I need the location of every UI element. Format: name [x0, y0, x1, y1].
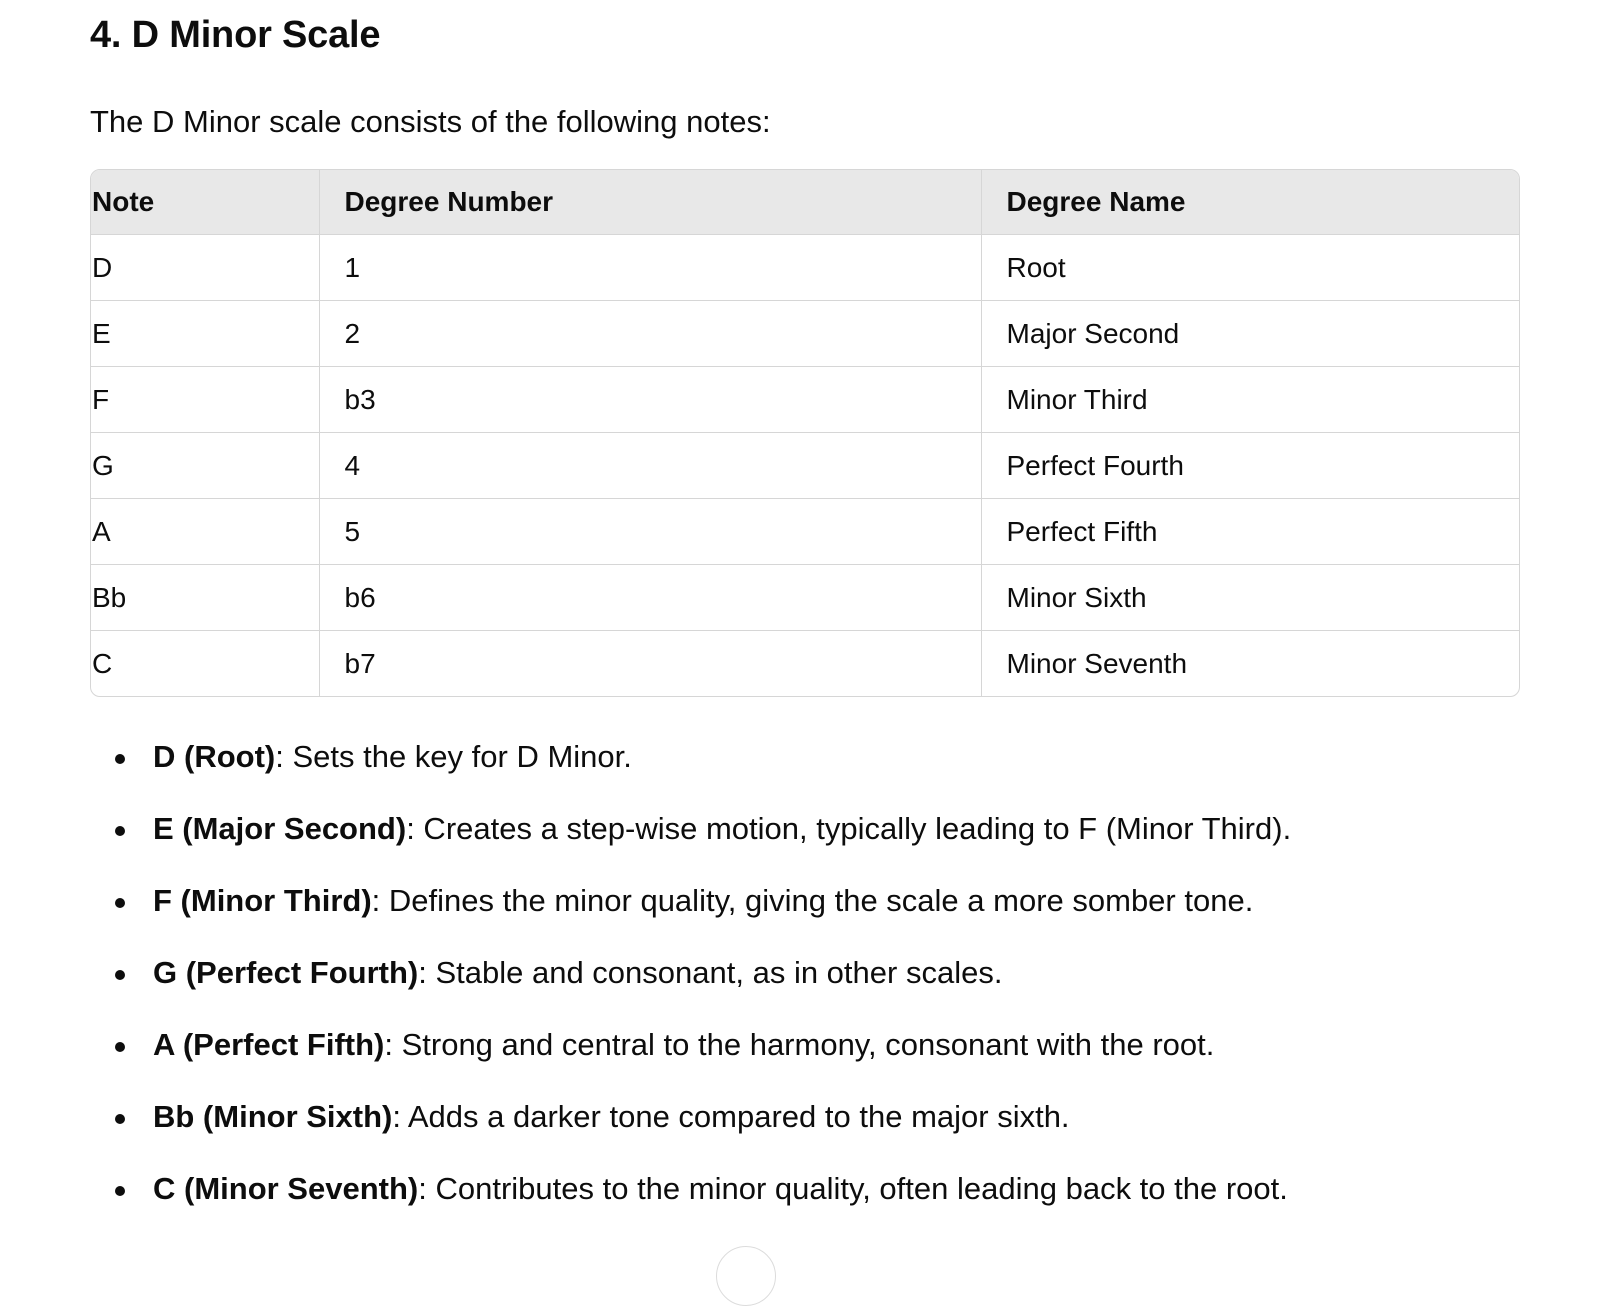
bullet-icon — [115, 1042, 125, 1052]
table-row — [91, 565, 1519, 631]
note-term: G (Perfect Fourth) — [153, 955, 419, 990]
cell-note: Bb — [91, 565, 319, 631]
note-description: : Defines the minor quality, giving the scale a more somber tone. — [371, 883, 1254, 918]
bullet-icon — [115, 1186, 125, 1196]
note-term: F (Minor Third) — [153, 883, 372, 918]
bullet-icon — [115, 970, 125, 980]
cell-degree-name: Perfect Fifth — [981, 499, 1519, 565]
list-item — [90, 953, 1520, 993]
bullet-icon — [115, 754, 125, 764]
scroll-down-button[interactable] — [716, 1246, 776, 1306]
cell-degree-number: 1 — [319, 235, 981, 301]
note-description-list — [90, 737, 1520, 1209]
table-row — [91, 301, 1519, 367]
cell-note: A — [91, 499, 319, 565]
intro-text: The D Minor scale consists of the following notes: — [90, 104, 771, 139]
cell-degree-name: Minor Sixth — [981, 565, 1519, 631]
cell-degree-name: Minor Third — [981, 367, 1519, 433]
note-description: : Strong and central to the harmony, consonant with the root. — [384, 1027, 1215, 1062]
bullet-icon — [115, 1114, 125, 1124]
cell-degree-name: Root — [981, 235, 1519, 301]
bullet-icon — [115, 826, 125, 836]
header-degree-number: Degree Number — [319, 170, 981, 235]
note-description: : Contributes to the minor quality, often leading back to the root. — [418, 1171, 1288, 1206]
note-term: C (Minor Seventh) — [153, 1171, 419, 1206]
note-description: : Adds a darker tone compared to the major sixth. — [392, 1099, 1070, 1134]
list-item — [90, 809, 1520, 849]
list-item — [90, 737, 1520, 777]
list-item — [90, 881, 1520, 921]
cell-note: E — [91, 301, 319, 367]
note-term: D (Root) — [153, 739, 276, 774]
list-item — [90, 1097, 1520, 1137]
table-row — [91, 631, 1519, 697]
cell-note: D — [91, 235, 319, 301]
document-content — [90, 0, 1520, 1241]
cell-degree-number: b6 — [319, 565, 981, 631]
header-note: Note — [91, 170, 319, 235]
cell-note: F — [91, 367, 319, 433]
cell-degree-name: Minor Seventh — [1006, 647, 1188, 679]
section-title: 4. D Minor Scale — [90, 14, 381, 56]
table-header-row — [91, 170, 1519, 235]
cell-degree-name: Major Second — [981, 301, 1519, 367]
cell-note: G — [91, 433, 319, 499]
cell-note: C — [91, 631, 319, 697]
header-degree-name: Degree Name — [981, 170, 1519, 235]
note-description: : Stable and consonant, as in other scales. — [418, 955, 1003, 990]
note-description: : Creates a step-wise motion, typically leading to F (Minor Third). — [406, 811, 1292, 846]
table-row — [91, 235, 1519, 301]
table-row — [91, 367, 1519, 433]
note-description: : Sets the key for D Minor. — [275, 739, 632, 774]
note-term: Bb (Minor Sixth) — [153, 1099, 393, 1134]
cell-degree-number: 2 — [319, 301, 981, 367]
bullet-icon — [115, 898, 125, 908]
scale-table-container — [90, 169, 1520, 697]
list-item — [90, 1169, 1520, 1209]
cell-degree-number: b3 — [319, 367, 981, 433]
table-row — [91, 499, 1519, 565]
cell-degree-number: 4 — [319, 433, 981, 499]
cell-degree-number: 5 — [319, 499, 981, 565]
table-row — [91, 433, 1519, 499]
cell-degree-number: b7 — [319, 631, 981, 697]
note-term: A (Perfect Fifth) — [153, 1027, 385, 1062]
list-item — [90, 1025, 1520, 1065]
scale-table — [91, 170, 1519, 696]
cell-degree-name: Perfect Fourth — [981, 433, 1519, 499]
note-term: E (Major Second) — [153, 811, 407, 846]
